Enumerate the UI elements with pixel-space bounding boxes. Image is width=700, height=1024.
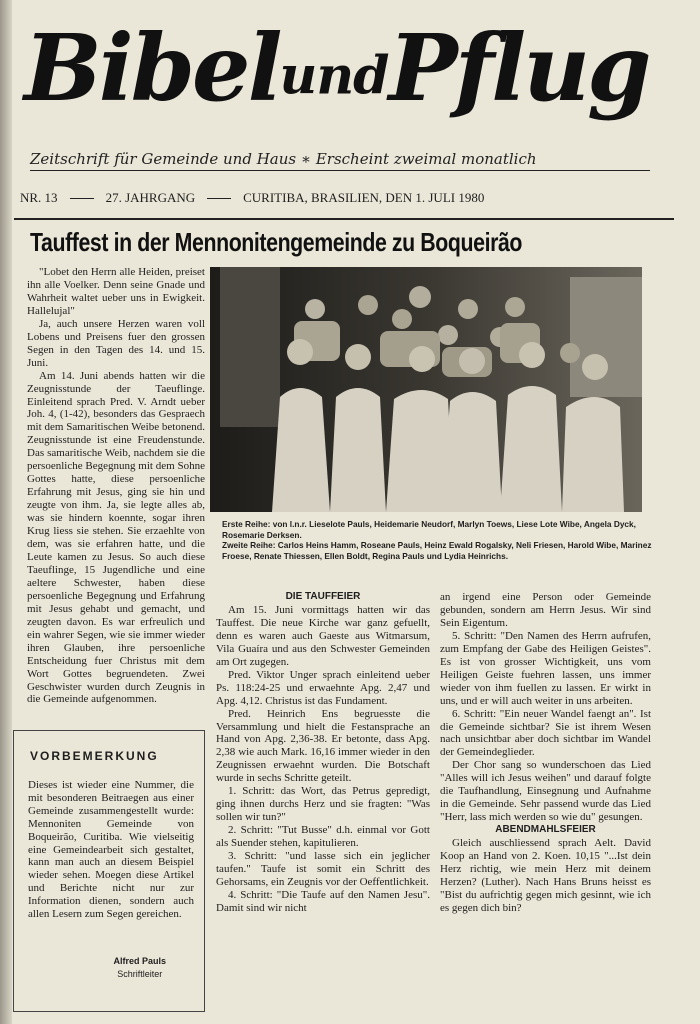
paragraph: Am 14. Juni abends hatten wir die Zeugnisstunde der Taeuflinge. Einleitend sprach Pred. V. Arndt ueber Joh. 4, (1-42), besonders das Gespraech mit dem Samaritischen Weibe betonend. Zeugnisstunde ist eine Freudenstunde. Das samaritische Weib, nachdem sie die persoenliche Begegnung mit dem Sohne Gottes hatte, diese persoenliche Erfahrung mit Jesus, ging sie hin und zeugte von ihm. Ja, sie legte alles ab, was sie hindern koennte, sogar ihren Krug liess sie stehen. Sie erzaehlte von dem, was sie erfahren hatte, und die Leute kamen zu Jesus. So auch diese Taeuflinge, 15 Jugendliche und eine aeltere Schwester, haben diese persoenliche Begegnung und Erfahrung mit Jesus gehabt und gemacht, und zeugten davon. Es war erfreulich und ein wahrer Segen, wie sie immer wieder ihren Glauben, ihre persoenliche Entscheidung fuer Christus mit dem Wort Gottes begruendeten. Zwei Geschwister wurden durch Zeugnis in die Gemeinde aufgenommen. [27,369,205,706]
paragraph: Ja, auch unsere Herzen waren voll Lobens und Preisens fuer den grossen Segen in den Tagen des 14. und 15. Juni. [27,317,205,369]
issue-number: NR. 13 [20,190,58,205]
photo-caption [222,519,652,561]
masthead-title [24,14,684,126]
issue-separator [70,198,94,199]
masthead-title-part2: und [279,45,389,107]
caption-first-row: Erste Reihe: von l.n.r. Lieselote Pauls, Heidemarie Neudorf, Marlyn Toews, Liese Lote Wibe, Angela Dyck, Rosemarie Derksen. [222,519,636,540]
paragraph: Der Chor sang so wunderschoen das Lied "Alles will ich Jesus weihen" und darauf folgte die Taufhandlung, Einsegnung und Aufnahme in die Gemeinde. Sehr passend wurde das Lied "Herr, lass mich werden so wie du" gesungen. [440,759,651,824]
signature-name: Alfred Pauls [113,956,166,966]
issue-separator [207,198,231,199]
paragraph: Am 15. Juni vormittags hatten wir das Tauffest. Die neue Kirche war ganz gefuellt, denn es waren auch Gaeste aus Witmarsum, Vila Guaíra und aus den Schwester Gemeinden am Ort zugegen. [216,603,430,668]
group-photo [210,267,642,512]
editorial-note-title: VORBEMERKUNG [30,749,159,763]
header-rule [14,218,674,220]
paragraph: 1. Schritt: das Wort, das Petrus gepredigt, ging ihnen durchs Herz und sie fragten: "Was sollen wir tun?" [216,785,430,824]
paragraph: 6. Schritt: "Ein neuer Wandel faengt an". Ist die Gemeinde sichtbar? Sie ist ihrem Wesen nach unsichtbar aber doch sichtbar im Wandel der Gemeindeglieder. [440,707,651,759]
paragraph: 4. Schritt: "Die Taufe auf den Namen Jesu". Damit sind wir nicht [216,888,430,914]
caption-second-row: Zweite Reihe: Carlos Heins Hamm, Roseane Pauls, Heinz Ewald Rogalsky, Neli Friesen, Harold Wibe, Marinez Froese, Renate Thiessen, Ellen Boldt, Regina Pauls und Lydia Heinrichs. [222,540,652,561]
article-column-3 [440,591,651,915]
article-column-1 [27,266,205,706]
paragraph: 5. Schritt: "Den Namen des Herrn aufrufen, zum Empfang der Gabe des Heiligen Geistes". Es ist von grosser Wichtigkeit, uns vom Heiligen Geiste fuehren lassen, uns immer wieder von ihm fuellen zu lassen. Er wirkt in uns, und er will auch weiter in uns arbeiten. [440,629,651,707]
group-photo-image [210,267,642,512]
paragraph: Gleich auschliessend sprach Aelt. David Koop an Hand von 2. Koen. 10,15 "...Ist dein Herz richtig, wie mein Herz mit deinem Herzen? (Luther). Nach Hans Bruns heisst es "Bist du aufrichtig gegen mich gesinnt, wie ich es gegen dich bin? [440,837,651,914]
masthead-title-part1: Bibel [24,14,280,122]
binding-spine [0,0,12,1024]
masthead-title-part3: Pflug [388,14,649,122]
paragraph: 3. Schritt: "und lasse sich ein jeglicher taufen." Taufe ist somit ein Schritt des Gehorsams, ein Zeugnis vor der Oeffentlichkeit. [216,850,430,888]
masthead-subtitle: Zeitschrift für Gemeinde und Haus ∗ Erscheint zweimal monatlich [30,150,650,171]
issue-line [20,190,670,206]
section-heading-tauffeier: DIE TAUFFEIER [285,591,361,602]
editorial-note-box [13,730,205,1012]
signature-role: Schriftleiter [117,969,163,979]
issue-volume: 27. JAHRGANG [105,190,196,205]
article-headline: Tauffest in der Mennonitengemeinde zu Boqueirão [30,227,523,257]
article-column-2 [216,591,430,915]
paragraph: Pred. Viktor Unger sprach einleitend ueber Ps. 118:24-25 und erwaehnte Apg. 2,47 und Apg. 4,12. Christus ist das Fundament. [216,668,430,707]
editorial-signature [113,955,166,981]
paragraph: an irgend eine Person oder Gemeinde gebunden, sondern am Herrn Jesus. Wir sind Sein Eigentum. [440,591,651,629]
editorial-note-text: Dieses ist wieder eine Nummer, die mit besonderen Beitraegen aus einer Gemeinde zusammengestellt wurde: Mennoniten Gemeinde von Boqueirão, Curitiba. Wie vielseitig eine Gemeindearbeit sich gestaltet, kann man auch an diesem Beispiel wieder sehen. Moegen diese Artikel und Berichte nicht nur zur Information dienen, sondern auch allen Lesern zum Segen gereichen. [28,779,194,921]
masthead [24,14,684,128]
section-heading-abendmahlsfeier: ABENDMAHLSFEIER [495,824,596,836]
paragraph: Pred. Heinrich Ens begruesste die Versammlung und hielt die Festansprache an Hand von Apg. 2,36-38. Er betonte, dass Apg. 2,38 wie auch Mark. 16,16 immer wieder in den Zeugnissen erwaehnt wurden. Die Botschaft wurde in sechs Schritte geteilt. [216,707,430,785]
paragraph: "Lobet den Herrn alle Heiden, preiset ihn alle Voelker. Denn seine Gnade und Wahrheit waltet ueber uns in Ewigkeit. Hallelujal" [27,266,205,317]
issue-place-date: CURITIBA, BRASILIEN, DEN 1. JULI 1980 [243,190,485,205]
paragraph: 2. Schritt: "Tut Busse" d.h. einmal vor Gott als Suender stehen, kapitulieren. [216,824,430,850]
